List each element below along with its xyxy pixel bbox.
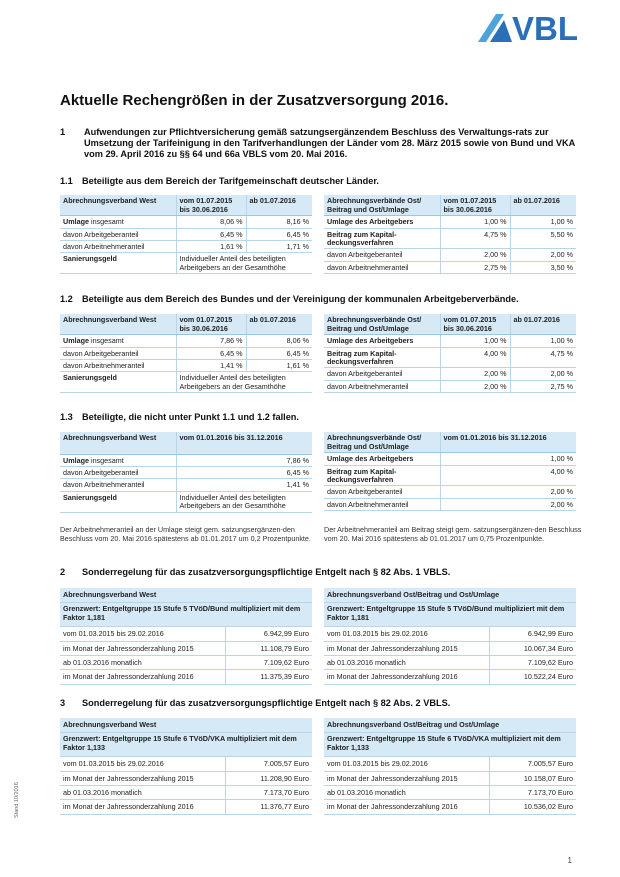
table-row [324,347,576,368]
table-row [60,670,312,684]
table-row [60,757,312,771]
value-cell: 4,75 % [440,228,510,249]
row-label: Umlage des Arbeitgebers [324,335,440,347]
table-row [60,241,312,253]
value-cell: 1,41 % [176,360,246,372]
table-row [324,656,576,670]
row-label [60,454,176,466]
table-1-3-west [60,432,312,513]
note-right: Der Arbeitnehmeranteil am Beitrag steigt gem. satzungsergänzen-den Beschluss vom 20. Mai 2016 spätestens ab 01.01.2017 um 0,75 Prozentpunkte. [324,525,582,543]
row-label: vom 01.03.2015 bis 29.02.2016 [60,627,225,641]
row-label: davon Arbeitgeberanteil [324,368,440,380]
header-cell: ab 01.07.2016 [246,314,312,335]
header-cell: ab 01.07.2016 [510,314,576,335]
table-row [60,479,312,491]
value-cell: 1,00 % [510,216,576,228]
row-label: davon Arbeitgeberanteil [60,466,176,478]
value-cell: 2,00 % [440,368,510,380]
header-cell: Abrechnungsverbände Ost/ Beitrag und Ost/Umlage [324,195,440,216]
section-text: Sonderregelung für das zusatzversorgungspflichtige Entgelt nach § 82 Abs. 1 VBLS. [82,567,451,577]
row-label: Sanierungsgeld [60,253,176,274]
table-header-row [60,432,312,454]
header-cell: Grenzwert: Entgeltgruppe 15 Stufe 5 TVöD/Bund multipliziert mit dem Faktor 1,181 [60,603,312,627]
row-label: im Monat der Jahressonderzahlung 2016 [60,670,225,684]
table-header-row [324,718,576,733]
table-header-row [324,195,576,216]
header-cell: vom 01.07.2015 bis 30.06.2016 [176,314,246,335]
row-label: im Monat der Jahressonderzahlung 2016 [324,670,489,684]
value-cell: 2,00 % [440,380,510,392]
value-cell: 10.067,34 Euro [489,641,576,655]
table-1-1-ost [324,195,576,274]
section-number: 1.3 [60,412,73,422]
table-2-ost [324,588,576,685]
value-cell: 6,45 % [176,228,246,240]
section-2-heading [60,567,450,577]
note-left: Der Arbeitnehmeranteil an der Umlage steigt gem. satzungsergänzen-den Beschluss vom 20. Mai 2016 spätestens ab 01.01.2017 um 0,2 Prozentpunkte. [60,525,311,543]
row-label: davon Arbeitnehmeranteil [60,360,176,372]
table-row [324,453,576,465]
page-title: Aktuelle Rechengrößen in der Zusatzversorgung 2016. [60,92,449,109]
value-cell: 4,00 % [440,347,510,368]
section-text: Beteiligte aus dem Bereich des Bundes und der Vereinigung der kommunalen Arbeitgeberverbände. [82,294,519,304]
header-cell: Grenzwert: Entgeltgruppe 15 Stufe 6 TVöD/VKA multipliziert mit dem Faktor 1,133 [60,733,312,757]
table-row [60,641,312,655]
section-text: Sonderregelung für das zusatzversorgungspflichtige Entgelt nach § 82 Abs. 2 VBLS. [82,698,451,708]
value-cell: 2,00 % [440,486,576,498]
row-label: davon Arbeitnehmeranteil [324,498,440,510]
row-label: davon Arbeitgeberanteil [60,347,176,359]
table-row [60,347,312,359]
row-label: davon Arbeitnehmeranteil [324,380,440,392]
row-label-suffix: insgesamt [88,455,124,465]
value-cell: 10.522,24 Euro [489,670,576,684]
table-row [324,800,576,814]
row-label: davon Arbeitnehmeranteil [324,261,440,273]
row-label: im Monat der Jahressonderzahlung 2015 [60,771,225,785]
value-cell: 11.375,39 Euro [225,670,312,684]
section-1-2-heading [60,294,519,304]
row-label: im Monat der Jahressonderzahlung 2016 [60,800,225,814]
table-row [60,786,312,800]
section-number: 1.2 [60,294,73,304]
value-cell: 8,16 % [246,216,312,228]
section-1-heading [60,127,584,161]
value-cell: 2,00 % [440,249,510,261]
row-label: vom 01.03.2015 bis 29.02.2016 [60,757,225,771]
row-label-suffix: insgesamt [88,217,124,227]
table-row [324,757,576,771]
value-cell: 6,45 % [246,347,312,359]
value-cell: 1,00 % [440,216,510,228]
section-text: Beteiligte, die nicht unter Punkt 1.1 und 1.2 fallen. [82,412,299,422]
table-row [324,380,576,392]
value-cell: 1,00 % [510,335,576,347]
row-label-bold: Umlage [63,217,89,227]
section-text: Aufwendungen zur Pflichtversicherung gemäß satzungsergänzendem Beschluss des Verwaltungs-rats zur Umsetzung der Tarifeinigung in den Tarifverhandlungen der Länder vom 28. März 2015 sowie von Bund und VKA vom 29. April 2016 zu §§ 64 und 66a VBLS vom 20. Mai 2016. [84,127,575,160]
table-row [324,771,576,785]
table-header-row [324,314,576,335]
date-stamp: Stand 10/2016 [14,782,20,818]
row-label: Beitrag zum Kapital- deckungsverfahren [324,228,440,249]
table-row [324,641,576,655]
value-cell: 11.108,79 Euro [225,641,312,655]
table-row [60,800,312,814]
row-label: Umlage des Arbeitgebers [324,453,440,465]
table-header-row [60,195,312,216]
page-number: 1 [567,856,572,865]
value-cell: 10.536,02 Euro [489,800,576,814]
header-cell: Abrechnungsverband West [60,432,176,454]
value-cell: 6.942,99 Euro [489,627,576,641]
table-2-west [60,588,312,685]
value-cell: 2,75 % [440,261,510,273]
table-row [60,466,312,478]
header-cell: Grenzwert: Entgeltgruppe 15 Stufe 5 TVöD/Bund multipliziert mit dem Faktor 1,181 [324,603,576,627]
value-cell: 2,00 % [510,368,576,380]
table-3-ost [324,718,576,815]
header-cell: vom 01.01.2016 bis 31.12.2016 [176,432,312,454]
row-label: vom 01.03.2015 bis 29.02.2016 [324,627,489,641]
table-row [324,670,576,684]
table-header-row [324,588,576,603]
sanierungsgeld-text: Individueller Anteil des beteiligten Arbeitgebers an der Gesamthöhe [176,372,312,393]
section-1-1-heading [60,176,379,186]
header-cell: Abrechnungsverband Ost/Beitrag und Ost/Umlage [324,718,576,733]
table-row [60,360,312,372]
row-label: Beitrag zum Kapital- deckungsverfahren [324,465,440,486]
header-cell: Abrechnungsverband Ost/Beitrag und Ost/Umlage [324,588,576,603]
table-row [60,771,312,785]
table-row [324,228,576,249]
row-label: ab 01.03.2016 monatlich [324,786,489,800]
value-cell: 3,50 % [510,261,576,273]
value-cell: 4,75 % [510,347,576,368]
table-row [324,498,576,510]
header-cell: ab 01.07.2016 [510,195,576,216]
value-cell: 7.109,62 Euro [225,656,312,670]
row-label: im Monat der Jahressonderzahlung 2015 [324,641,489,655]
value-cell: 6,45 % [246,228,312,240]
header-cell: vom 01.07.2015 bis 30.06.2016 [176,195,246,216]
table-header-row [324,603,576,627]
row-label: Umlage des Arbeitgebers [324,216,440,228]
row-label: davon Arbeitgeberanteil [60,228,176,240]
value-cell: 1,61 % [176,241,246,253]
value-cell: 2,00 % [510,249,576,261]
value-cell: 8,06 % [246,335,312,347]
section-number: 1 [60,127,66,137]
row-label: ab 01.03.2016 monatlich [60,656,225,670]
row-label: ab 01.03.2016 monatlich [60,786,225,800]
value-cell: 7.005,57 Euro [225,757,312,771]
vbl-logo-mark-icon [478,12,512,44]
value-cell: 1,41 % [176,479,312,491]
row-label-bold: Umlage [63,336,89,346]
table-header-row [60,603,312,627]
row-label-suffix: insgesamt [88,336,124,346]
section-number: 3 [60,698,66,708]
header-cell: Abrechnungsverbände Ost/ Beitrag und Ost/Umlage [324,432,440,453]
table-row [60,627,312,641]
value-cell: 2,75 % [510,380,576,392]
row-label: davon Arbeitnehmeranteil [60,241,176,253]
value-cell: 7.005,57 Euro [489,757,576,771]
row-label: davon Arbeitgeberanteil [324,486,440,498]
value-cell: 11.376,77 Euro [225,800,312,814]
value-cell: 1,00 % [440,453,576,465]
table-row [324,261,576,273]
value-cell: 7.109,62 Euro [489,656,576,670]
table-1-1-west [60,195,312,274]
row-label [60,216,176,228]
table-header-row [60,733,312,757]
header-cell: Abrechnungsverband West [60,718,312,733]
table-row [324,786,576,800]
table-row [60,228,312,240]
value-cell: 7.173,70 Euro [225,786,312,800]
header-cell: Abrechnungsverband West [60,314,176,335]
row-label: Beitrag zum Kapital- deckungsverfahren [324,347,440,368]
value-cell: 7,86 % [176,454,312,466]
row-label: Sanierungsgeld [60,372,176,393]
value-cell: 11.208,90 Euro [225,771,312,785]
header-cell: vom 01.07.2015 bis 30.06.2016 [440,195,510,216]
vbl-logo [478,10,596,47]
row-label: im Monat der Jahressonderzahlung 2015 [60,641,225,655]
header-cell: Abrechnungsverband West [60,588,312,603]
table-row [324,486,576,498]
value-cell: 5,50 % [510,228,576,249]
row-label [60,335,176,347]
row-label: Sanierungsgeld [60,491,176,512]
header-cell: Grenzwert: Entgeltgruppe 15 Stufe 6 TVöD/VKA multipliziert mit dem Faktor 1,133 [324,733,576,757]
table-1-2-west [60,314,312,393]
value-cell: 7,86 % [176,335,246,347]
section-1-3-heading [60,412,299,422]
table-row [324,627,576,641]
value-cell: 1,61 % [246,360,312,372]
value-cell: 10.158,07 Euro [489,771,576,785]
table-row [60,656,312,670]
value-cell: 1,71 % [246,241,312,253]
table-header-row [60,588,312,603]
table-row [60,491,312,512]
row-label-bold: Umlage [63,455,89,465]
header-cell: vom 01.01.2016 bis 31.12.2016 [440,432,576,453]
table-header-row [60,314,312,335]
value-cell: 1,00 % [440,335,510,347]
row-label: davon Arbeitnehmeranteil [60,479,176,491]
table-header-row [60,718,312,733]
table-row [324,216,576,228]
sanierungsgeld-text: Individueller Anteil des beteiligten Arbeitgebers an der Gesamthöhe [176,491,312,512]
table-row [324,368,576,380]
vbl-logo-text: VBL [512,10,578,47]
value-cell: 6,45 % [176,347,246,359]
section-3-heading [60,698,450,708]
sanierungsgeld-text: Individueller Anteil des beteiligten Arbeitgebers an der Gesamthöhe [176,253,312,274]
table-row [324,465,576,486]
value-cell: 8,06 % [176,216,246,228]
table-1-3-ost [324,432,576,511]
table-row [60,335,312,347]
table-row [60,372,312,393]
value-cell: 7.173,70 Euro [489,786,576,800]
table-row [60,454,312,466]
header-cell: Abrechnungsverbände Ost/ Beitrag und Ost/Umlage [324,314,440,335]
value-cell: 6,45 % [176,466,312,478]
table-3-west [60,718,312,815]
table-header-row [324,432,576,453]
header-cell: vom 01.07.2015 bis 30.06.2016 [440,314,510,335]
table-header-row [324,733,576,757]
row-label: vom 01.03.2015 bis 29.02.2016 [324,757,489,771]
table-row [60,216,312,228]
value-cell: 4,00 % [440,465,576,486]
table-row [324,335,576,347]
row-label: ab 01.03.2016 monatlich [324,656,489,670]
header-cell: Abrechnungsverband West [60,195,176,216]
value-cell: 2,00 % [440,498,576,510]
row-label: im Monat der Jahressonderzahlung 2016 [324,800,489,814]
section-number: 1.1 [60,176,73,186]
table-row [324,249,576,261]
row-label: im Monat der Jahressonderzahlung 2015 [324,771,489,785]
table-row [60,253,312,274]
value-cell: 6.942,99 Euro [225,627,312,641]
section-number: 2 [60,567,66,577]
section-text: Beteiligte aus dem Bereich der Tarifgemeinschaft deutscher Länder. [82,176,379,186]
header-cell: ab 01.07.2016 [246,195,312,216]
table-1-2-ost [324,314,576,393]
row-label: davon Arbeitgeberanteil [324,249,440,261]
